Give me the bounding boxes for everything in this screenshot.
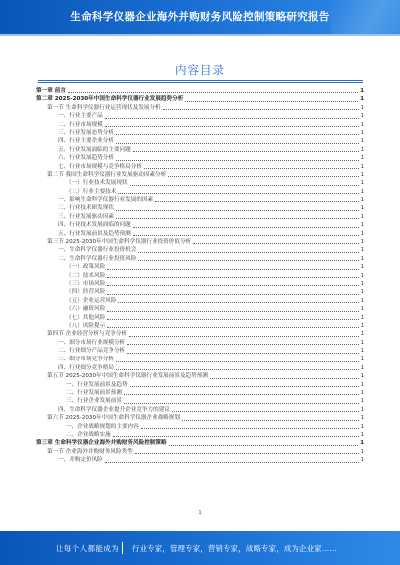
toc-leader-dots (68, 91, 358, 93)
toc-entry-text: 第三章 生命科学仪器企业海外并购财务风险控制策略 (36, 440, 167, 447)
toc-entry-page: 1 (360, 448, 364, 455)
toc-leader-dots (182, 419, 359, 421)
toc-leader-dots (107, 284, 358, 286)
toc-entry-page: 1 (360, 180, 364, 187)
toc-entry-text: 一、生命科学仪器行业投资机会 (58, 247, 137, 254)
toc-entry-text: （一）政策风险 (66, 264, 106, 271)
toc-entry-text: 第三节 2025-2030年中国生命科学仪器行业投资价值分析 (47, 239, 192, 246)
toc-entry-page: 1 (360, 280, 364, 287)
toc-leader-dots (105, 461, 359, 463)
toc-entry-page: 1 (360, 406, 364, 413)
toc-entry-page: 1 (360, 289, 364, 296)
toc-entry[interactable] (36, 339, 364, 347)
toc-leader-dots (107, 310, 358, 312)
toc-leader-dots (116, 217, 359, 219)
toc-heading: 内容目录 (175, 63, 225, 77)
footer-tags: 行业专家，管理专家，营销专家，战略专家，成为企业家…… (132, 544, 337, 553)
toc-entry-page: 1 (360, 339, 364, 346)
toc-entry-page: 1 (360, 356, 364, 363)
toc-entry[interactable] (36, 448, 364, 456)
toc-entry[interactable] (36, 280, 364, 288)
toc-entry[interactable] (36, 356, 364, 364)
toc-entry-text: 四、行业细分竞争格局 (58, 364, 114, 371)
toc-leader-dots (124, 393, 359, 395)
toc-entry-text: 二、行业发展前景预测 (66, 390, 122, 397)
toc-entry[interactable] (36, 406, 364, 414)
toc-entry-page: 1 (360, 230, 364, 237)
toc-entry[interactable] (36, 439, 364, 447)
toc-entry-text: 第六节 2025-2030年中国生命科学仪器企业战略规划 (47, 415, 180, 422)
toc-entry-page: 1 (360, 264, 364, 271)
toc-entry[interactable] (36, 431, 364, 439)
toc-entry[interactable] (36, 456, 364, 464)
toc-entry[interactable] (36, 213, 364, 221)
toc-leader-dots (210, 377, 359, 379)
toc-entry[interactable] (36, 330, 364, 338)
toc-entry-page: 1 (360, 306, 364, 313)
toc-entry-page: 1 (360, 104, 364, 111)
toc-leader-dots (133, 150, 359, 152)
toc-entry-text: 一、企业战略规划的主要内容 (66, 423, 139, 430)
toc-entry[interactable] (36, 246, 364, 254)
toc-entry-text: （七）其他风险 (66, 314, 106, 321)
toc-entry-text: 第五节 2025-2030年中国生命科学仪器行业发展前景及趋势预测 (47, 373, 208, 380)
toc-leader-dots (116, 360, 359, 362)
toc-entry-page: 1 (360, 171, 364, 178)
toc-entry[interactable] (36, 364, 364, 372)
toc-entry-page: 1 (360, 348, 364, 355)
toc-entry[interactable] (36, 129, 364, 137)
toc-entry[interactable] (36, 154, 364, 162)
toc-entry-page: 1 (360, 314, 364, 321)
toc-entry-text: 第二章 2025-2030年中国生命科学仪器行业发展趋势分析 (36, 96, 184, 103)
toc-leader-dots (107, 276, 358, 278)
banner-divider (0, 34, 400, 36)
toc-entry[interactable] (36, 121, 364, 129)
toc-entry-text: 二、行业市场规模 (58, 121, 103, 128)
toc-leader-dots (118, 301, 358, 303)
toc-entry[interactable] (36, 263, 364, 271)
toc-entry[interactable] (36, 272, 364, 280)
header-banner (0, 0, 400, 34)
toc-entry-page: 1 (360, 197, 364, 204)
toc-entry-text: 五、行业发展面临的主要问题 (58, 146, 131, 153)
toc-entry[interactable] (36, 196, 364, 204)
toc-entry-page: 1 (360, 255, 364, 262)
toc-entry[interactable] (36, 414, 364, 422)
toc-entry-page: 1 (360, 423, 364, 430)
toc-entry-page: 1 (360, 155, 364, 162)
toc-leader-dots (130, 184, 359, 186)
toc-leader-dots (116, 159, 359, 161)
toc-entry-text: （八）风险提示 (66, 322, 106, 329)
toc-entry-page: 1 (360, 239, 364, 246)
toc-leader-dots (163, 108, 359, 110)
toc-entry[interactable] (36, 347, 364, 355)
toc-entry-text: （六）融资风险 (66, 306, 106, 313)
toc-entry-page: 1 (360, 87, 364, 94)
toc-entry-text: 二、企业战略实施 (66, 432, 111, 438)
toc-leader-dots (144, 167, 359, 169)
toc-entry[interactable] (36, 221, 364, 229)
toc-entry[interactable] (36, 372, 364, 380)
toc-entry[interactable] (36, 305, 364, 313)
toc-entry-text: （四）经营风险 (66, 289, 106, 296)
toc-entry[interactable] (36, 112, 364, 120)
toc-entry-text: 四、生命科学仪器企业提升企业竞争力的建议 (58, 406, 170, 413)
toc-entry-text: 六、行业发展趋势分析 (58, 155, 114, 162)
toc-entry-page: 1 (360, 322, 364, 329)
toc-entry-text: 第一节 企业海外并购财务风险类型 (47, 448, 133, 455)
toc-entry-page: 1 (360, 205, 364, 212)
toc-entry[interactable] (36, 255, 364, 263)
toc-entry-text: 第一节 生命科学仪器行业运营现状及发展分析 (47, 104, 161, 111)
toc-entry-text: 三、行业企业发展前景 (66, 398, 122, 405)
heading-rule (38, 82, 363, 83)
toc-entry-page: 1 (360, 381, 364, 388)
toc-entry-text: 一、行业发展前景及趋势 (66, 381, 128, 388)
toc-entry-page: 1 (360, 432, 364, 438)
toc-entry[interactable] (36, 171, 364, 179)
toc-leader-dots (193, 242, 358, 244)
toc-entry-text: 第四节 企业经营分析与竞争分析 (47, 331, 128, 338)
toc-entry-page: 1 (360, 113, 364, 120)
toc-entry-page: 1 (360, 222, 364, 229)
toc-entry[interactable] (36, 163, 364, 171)
toc-entry-text: 二、行业技术研发现状 (58, 205, 114, 212)
toc-leader-dots (113, 435, 359, 437)
toc-entry-page: 1 (360, 272, 364, 279)
toc-leader-dots (129, 335, 358, 337)
toc-entry[interactable] (36, 204, 364, 212)
heading-rule (38, 80, 363, 81)
toc-leader-dots (130, 385, 359, 387)
toc-entry-text: （二）行业主要技术 (66, 188, 117, 195)
toc-entry[interactable] (36, 381, 364, 389)
toc-leader-dots (116, 142, 359, 144)
toc-entry-text: 一、行业主要产品 (58, 113, 103, 120)
toc-entry[interactable] (36, 238, 364, 246)
toc-entry[interactable] (36, 95, 364, 103)
toc-entry-page: 1 (360, 440, 364, 447)
toc-entry-text: （五）企业运营风险 (66, 297, 117, 304)
footer-banner (0, 531, 400, 565)
toc-entry-page: 1 (360, 129, 364, 136)
toc-leader-dots (141, 427, 359, 429)
toc-leader-dots (116, 133, 359, 135)
toc-entry-page: 1 (360, 297, 364, 304)
toc-entry-text: 第二节 我国生命科学仪器行业发展驱动因素分析 (47, 171, 167, 178)
toc-entry-text: 二、生命科学仪器行业投资风险 (58, 255, 137, 262)
toc-entry-text: 一、并购定价风险 (58, 457, 103, 464)
toc-entry[interactable] (36, 188, 364, 196)
footer-slogan: 让每个人都能成为 (56, 544, 120, 553)
toc-entry-page: 1 (360, 415, 364, 422)
toc-leader-dots (133, 234, 359, 236)
toc-entry[interactable] (36, 397, 364, 405)
toc-entry[interactable] (36, 288, 364, 296)
toc-leader-dots (105, 125, 359, 127)
toc-entry-text: （三）市场风险 (66, 280, 106, 287)
toc-leader-dots (116, 209, 359, 211)
toc-entry[interactable] (36, 322, 364, 330)
toc-entry[interactable] (36, 179, 364, 187)
toc-leader-dots (168, 175, 358, 177)
toc-entry-text: 五、行业发展前景及趋势预测 (58, 230, 131, 237)
toc-leader-dots (138, 251, 358, 253)
toc-entry-text: 三、细分市场竞争分析 (58, 356, 114, 363)
toc-entry[interactable] (36, 297, 364, 305)
toc-entry-page: 1 (360, 188, 364, 195)
toc-leader-dots (133, 226, 359, 228)
toc-entry-text: 七、行业市场规模与竞争格局分析 (58, 163, 142, 170)
toc-entry-text: 一、影响生命科学仪器行业发展的因素 (58, 197, 154, 204)
toc-entry-text: 一、细分市场行业规模分析 (58, 339, 126, 346)
toc-entry[interactable] (36, 104, 364, 112)
toc-entry[interactable] (36, 423, 364, 431)
toc-entry-text: 三、行业发展态势分析 (58, 129, 114, 136)
toc-leader-dots (135, 452, 359, 454)
toc-leader-dots (107, 318, 358, 320)
toc-entry-text: 二、行业细分产品竞争分析 (58, 348, 126, 355)
toc-entry-text: （二）技术风险 (66, 272, 106, 279)
toc-leader-dots (116, 368, 359, 370)
toc-entry-text: 三、行业发展驱动因素 (58, 213, 114, 220)
toc-entry[interactable] (36, 137, 364, 145)
toc-entry-page: 1 (360, 373, 364, 380)
toc-entry-page: 1 (360, 138, 364, 145)
toc-entry[interactable] (36, 230, 364, 238)
toc-entry-page: 1 (360, 96, 364, 103)
toc-entry-page: 1 (360, 146, 364, 153)
toc-entry[interactable] (36, 314, 364, 322)
table-of-contents (36, 87, 364, 465)
page-number: 1 (198, 510, 202, 516)
toc-leader-dots (138, 259, 358, 261)
toc-entry-page: 1 (360, 213, 364, 220)
toc-entry-page: 1 (360, 457, 364, 464)
toc-leader-dots (107, 268, 358, 270)
toc-leader-dots (118, 192, 358, 194)
toc-leader-dots (185, 100, 358, 102)
toc-leader-dots (107, 293, 358, 295)
report-title: 生命科学仪器企业海外并购财务风险控制策略研究报告 (70, 11, 330, 23)
toc-leader-dots (155, 200, 358, 202)
toc-entry-text: 四、行业技术发展面临的问题 (58, 222, 131, 229)
toc-entry[interactable] (36, 389, 364, 397)
toc-leader-dots (169, 444, 359, 446)
toc-leader-dots (172, 410, 359, 412)
toc-entry-page: 1 (360, 364, 364, 371)
toc-leader-dots (127, 343, 358, 345)
toc-entry-page: 1 (360, 398, 364, 405)
footer-divider (122, 542, 123, 554)
toc-entry-page: 1 (360, 121, 364, 128)
toc-leader-dots (127, 352, 358, 354)
toc-entry-page: 1 (360, 390, 364, 397)
toc-entry-text: 四、行业主要企业分析 (58, 138, 114, 145)
toc-entry[interactable] (36, 87, 364, 95)
toc-entry[interactable] (36, 146, 364, 154)
toc-entry-text: （一）行业技术发展现状 (66, 180, 128, 187)
toc-leader-dots (107, 326, 358, 328)
toc-entry-text: 第一章 前言 (36, 87, 66, 94)
toc-entry-page: 1 (360, 247, 364, 254)
toc-leader-dots (105, 117, 359, 119)
toc-leader-dots (124, 402, 359, 404)
toc-entry-page: 1 (360, 331, 364, 338)
toc-entry-page: 1 (360, 163, 364, 170)
